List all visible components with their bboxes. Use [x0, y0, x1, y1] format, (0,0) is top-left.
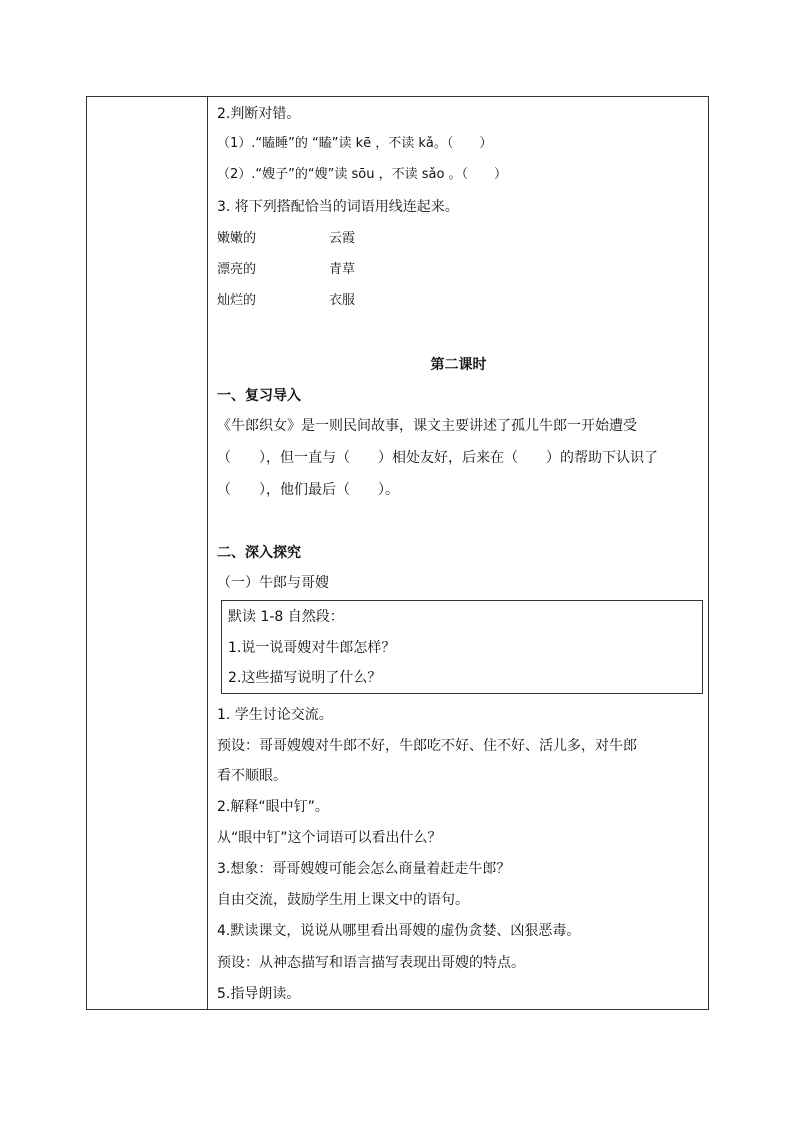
paragraph-9: 5.指导朗读。	[217, 986, 301, 1002]
q2-item-1: （1）.“瞌睡”的 “瞌”读 kē ，不读 kǎ。（ ）	[217, 136, 493, 151]
q2-item-2: （2）.“嫂子”的“嫂”读 sōu ，不读 sǎo 。（ ）	[217, 167, 508, 182]
match-left-2: 漂亮的	[217, 262, 257, 277]
match-right-2: 青草	[329, 262, 356, 277]
lesson2-title: 第二课时	[430, 357, 487, 373]
paragraph-3: 2.解释“眼中钉”。	[217, 799, 329, 815]
review-line-1: 《牛郎织女》是一则民间故事，课文主要讲述了孤儿牛郎一开始遭受	[217, 418, 637, 434]
q3-heading: 3. 将下列搭配恰当的词语用线连起来。	[217, 199, 459, 215]
box-line-3: 2.这些描写说明了什么？	[228, 670, 382, 686]
match-right-3: 衣服	[329, 293, 356, 308]
match-right-1: 云霞	[329, 231, 356, 246]
paragraph-2a: 预设：哥哥嫂嫂对牛郎不好，牛郎吃不好、住不好、活儿多，对牛郎	[217, 738, 637, 754]
paragraph-1: 1. 学生讨论交流。	[217, 707, 333, 723]
section2-title: 二、深入探究	[217, 545, 301, 561]
lesson-table	[86, 96, 709, 1010]
paragraph-4: 从“眼中钉”这个词语可以看出什么？	[217, 830, 442, 846]
box-line-2: 1.说一说哥嫂对牛郎怎样？	[228, 640, 396, 656]
subsection1-title: （一）牛郎与哥嫂	[217, 575, 329, 591]
paragraph-2b: 看不顺眼。	[217, 768, 287, 784]
paragraph-5: 3.想象：哥哥嫂嫂可能会怎么商量着赶走牛郎？	[217, 861, 511, 877]
paragraph-6: 自由交流，鼓励学生用上课文中的语句。	[217, 892, 469, 908]
paragraph-8: 预设：从神态描写和语言描写表现出哥嫂的特点。	[217, 955, 525, 971]
review-line-2: （ ），但一直与（ ）相处友好，后来在（ ）的帮助下认识了	[217, 450, 658, 466]
review-line-3: （ ），他们最后（ ）。	[217, 482, 399, 498]
match-left-3: 灿烂的	[217, 293, 257, 308]
q2-heading: 2.判断对错。	[217, 106, 301, 122]
section1-title: 一、复习导入	[217, 388, 301, 404]
match-left-1: 嫩嫩的	[217, 231, 257, 246]
column-divider	[207, 97, 208, 1009]
reading-task-box	[221, 600, 703, 694]
paragraph-7: 4.默读课文，说说从哪里看出哥嫂的虚伪贪婪、凶狠恶毒。	[217, 923, 581, 939]
box-line-1: 默读 1-8 自然段：	[228, 609, 344, 625]
